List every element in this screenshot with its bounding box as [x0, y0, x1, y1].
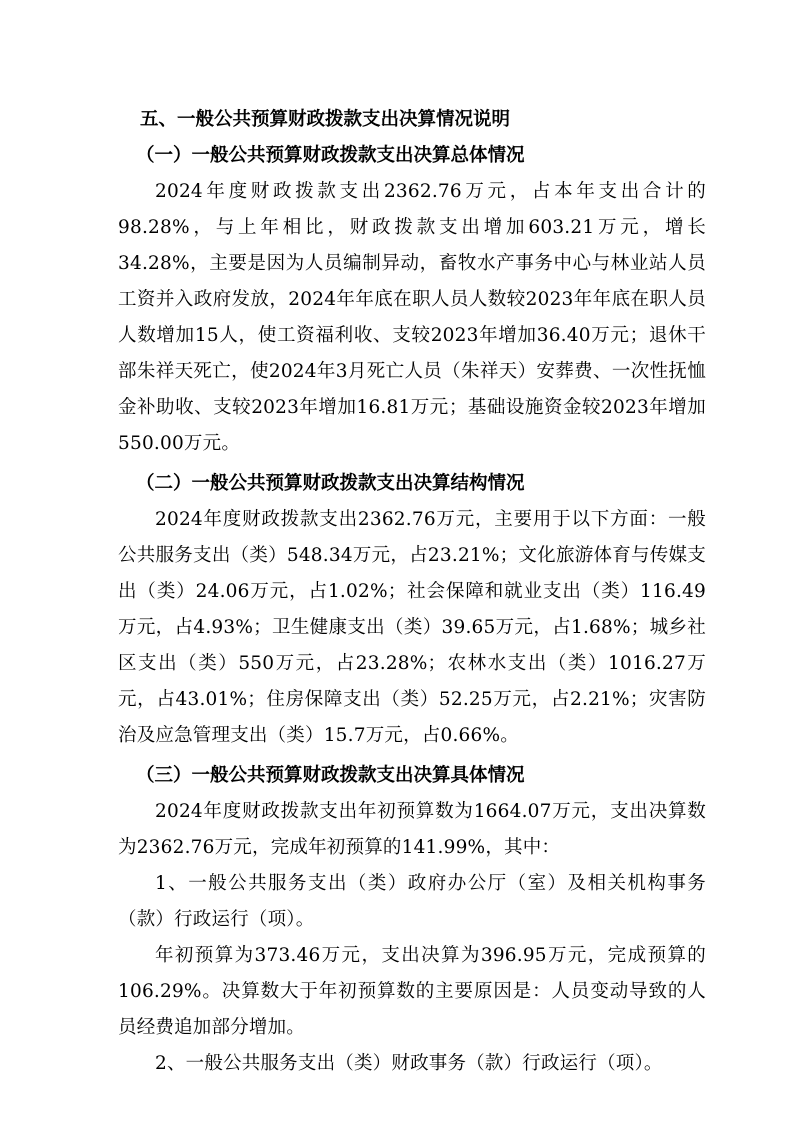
- section-title: 五、一般公共预算财政拨款支出决算情况说明: [140, 109, 511, 130]
- paragraph-overall: 2024年度财政拨款支出2362.76万元，占本年支出合计的98.28%，与上年相比，财政拨款支出增加603.21万元，增长34.28%，主要是因为人员编制异动，畜牧水产事务中心与林业站人员工资并入政府发放，2024年年底在职人员人数较2023年年底在职人员人数增加15人，使工资福利收、支较2023年增加36.40万元；退休干部朱祥天死亡，使2024年3月死亡人员（朱祥天）安葬费、一次性抚恤金补助收、支较2023年增加16.81万元；基础设施资金较2023年增加550.00万元。: [118, 181, 706, 454]
- subsection-title-overall: （一）一般公共预算财政拨款支出决算总体情况: [136, 145, 525, 166]
- detail-item-1-paragraph: 年初预算为373.46万元，支出决算为396.95万元，完成预算的106.29%。决算数大于年初预算数的主要原因是：人员变动导致的人员经费追加部分增加。: [118, 945, 706, 1038]
- detail-item-1-title: 1、一般公共服务支出（类）政府办公厅（室）及相关机构事务（款）行政运行（项）。: [118, 873, 706, 930]
- paragraph-structure: 2024年度财政拨款支出2362.76万元，主要用于以下方面：一般公共服务支出（类）548.34万元，占23.21%；文化旅游体育与传媒支出（类）24.06万元，占1.02%；社会保障和就业支出（类）116.49万元，占4.93%；卫生健康支出（类）39.65万元，占1.68%；城乡社区支出（类）550万元，占23.28%；农林水支出（类）1016.27万元，占43.01%；住房保障支出（类）52.25万元，占2.21%；灾害防治及应急管理支出（类）15.7万元，占0.66%。: [118, 509, 706, 746]
- detail-item-2-title: 2、一般公共服务支出（类）财政事务（款）行政运行（项）。: [155, 1053, 663, 1074]
- subsection-title-structure: （二）一般公共预算财政拨款支出决算结构情况: [136, 473, 525, 494]
- subsection-title-detail: （三）一般公共预算财政拨款支出决算具体情况: [136, 765, 525, 786]
- document-body: [118, 102, 706, 1082]
- paragraph-detail-intro: 2024年度财政拨款支出年初预算数为1664.07万元，支出决算数为2362.76万元，完成年初预算的141.99%，其中：: [118, 801, 706, 858]
